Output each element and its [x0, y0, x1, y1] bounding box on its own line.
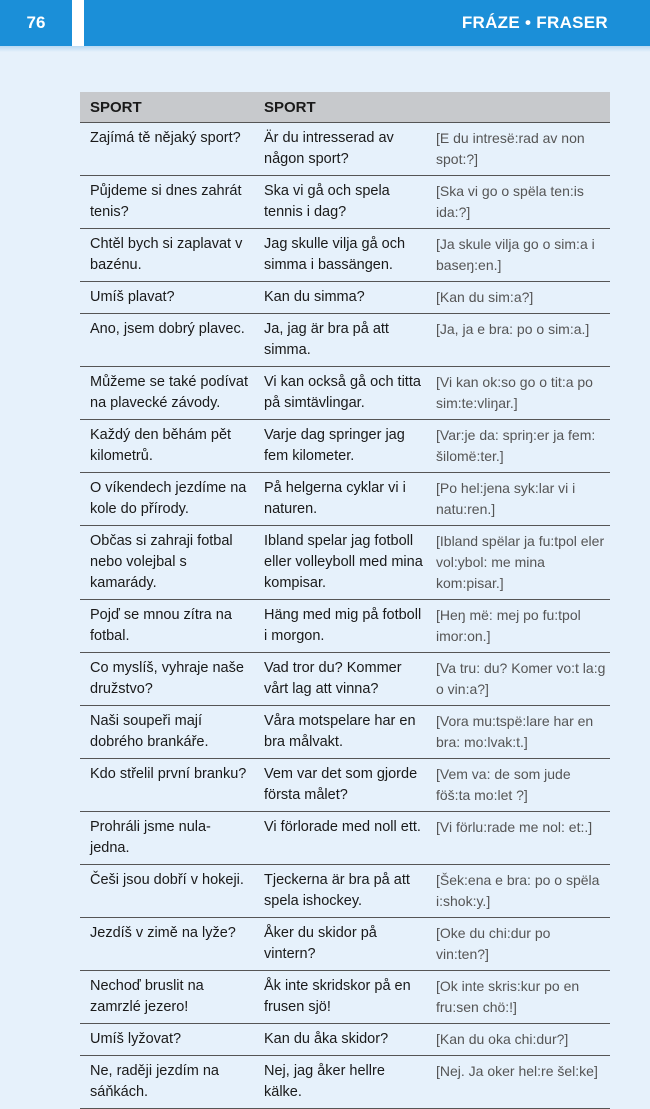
phrase-swedish: Kan du simma?: [254, 282, 430, 314]
phrase-pronunciation: [E du intresë:rad av non spot:?]: [430, 123, 610, 176]
table-row: [80, 123, 610, 176]
table-row: [80, 473, 610, 526]
table-row: [80, 176, 610, 229]
phrase-swedish: Åk inte skridskor på en frusen sjö!: [254, 971, 430, 1024]
table-header-row: [80, 92, 610, 123]
phrase-czech: Naši soupeři mají dobrého brankáře.: [80, 706, 254, 759]
phrase-swedish: Varje dag springer jag fem kilometer.: [254, 420, 430, 473]
phrase-swedish: Häng med mig på fotboll i morgon.: [254, 600, 430, 653]
table-row: [80, 282, 610, 314]
phrase-pronunciation: [Ja skule vilja go o sim:a i baseŋ:en.]: [430, 229, 610, 282]
column-header-swedish: SPORT: [254, 92, 430, 123]
phrase-czech: Češi jsou dobří v hokeji.: [80, 865, 254, 918]
phrase-pronunciation: [Ja, ja e bra: po o sim:a.]: [430, 314, 610, 367]
phrase-swedish: Tjeckerna är bra på att spela ishockey.: [254, 865, 430, 918]
table-row: [80, 971, 610, 1024]
phrase-czech: O víkendech jezdíme na kole do přírody.: [80, 473, 254, 526]
table-row: [80, 1056, 610, 1109]
page-number: 76: [26, 13, 46, 32]
phrase-pronunciation: [Vi förlu:rade me nol: et:.]: [430, 812, 610, 865]
phrase-czech: Kdo střelil první branku?: [80, 759, 254, 812]
table-row: [80, 229, 610, 282]
header-divider: [72, 0, 84, 52]
phrase-pronunciation: [Nej. Ja oker hel:re šel:ke]: [430, 1056, 610, 1109]
phrase-pronunciation: [Po hel:jena syk:lar vi i natu:ren.]: [430, 473, 610, 526]
phrase-pronunciation: [Ska vi go o spëla ten:is ida:?]: [430, 176, 610, 229]
phrase-swedish: Kan du åka skidor?: [254, 1024, 430, 1056]
phrase-czech: Chtěl bych si zaplavat v bazénu.: [80, 229, 254, 282]
header-stripe: [0, 46, 650, 52]
table-row: [80, 759, 610, 812]
phrase-czech: Pojď se mnou zítra na fotbal.: [80, 600, 254, 653]
phrase-pronunciation: [Vi kan ok:so go o tit:a po sim:te:vliŋar.]: [430, 367, 610, 420]
phrase-swedish: Våra motspelare har en bra målvakt.: [254, 706, 430, 759]
phrase-pronunciation: [Kan du oka chi:dur?]: [430, 1024, 610, 1056]
phrase-czech: Prohráli jsme nula-jedna.: [80, 812, 254, 865]
phrase-czech: Můžeme se také podívat na plavecké závody.: [80, 367, 254, 420]
phrase-czech: Nechoď bruslit na zamrzlé jezero!: [80, 971, 254, 1024]
phrase-swedish: Är du intresserad av någon sport?: [254, 123, 430, 176]
column-header-pronunciation: [430, 92, 610, 123]
phrase-pronunciation: [Vora mu:tspë:lare har en bra: mo:lvak:t.]: [430, 706, 610, 759]
phrase-swedish: Vi förlorade med noll ett.: [254, 812, 430, 865]
phrase-czech: Co myslíš, vyhraje naše družstvo?: [80, 653, 254, 706]
phrase-czech: Zajímá tě nějaký sport?: [80, 123, 254, 176]
phrase-czech: Ne, raději jezdím na sáňkách.: [80, 1056, 254, 1109]
phrase-pronunciation: [Kan du sim:a?]: [430, 282, 610, 314]
phrase-swedish: Nej, jag åker hellre kälke.: [254, 1056, 430, 1109]
phrase-table-container: [80, 92, 610, 1109]
table-row: [80, 865, 610, 918]
phrase-czech: Občas si zahraji fotbal nebo volejbal s kamarády.: [80, 526, 254, 600]
table-row: [80, 600, 610, 653]
table-row: [80, 706, 610, 759]
phrase-pronunciation: [Oke du chi:dur po vin:ten?]: [430, 918, 610, 971]
phrase-swedish: Ibland spelar jag fotboll eller volleyboll med mina kompisar.: [254, 526, 430, 600]
table-row: [80, 367, 610, 420]
phrase-swedish: Åker du skidor på vintern?: [254, 918, 430, 971]
phrase-czech: Umíš lyžovat?: [80, 1024, 254, 1056]
phrase-swedish: Ska vi gå och spela tennis i dag?: [254, 176, 430, 229]
table-row: [80, 1024, 610, 1056]
phrase-pronunciation: [Vem va: de som jude föš:ta mo:let ?]: [430, 759, 610, 812]
phrase-swedish: Ja, jag är bra på att simma.: [254, 314, 430, 367]
table-row: [80, 314, 610, 367]
phrase-swedish: På helgerna cyklar vi i naturen.: [254, 473, 430, 526]
table-row: [80, 812, 610, 865]
section-title: FRÁZE • FRASER: [461, 13, 608, 32]
phrase-pronunciation: [Šek:ena e bra: po o spëla i:shok:y.]: [430, 865, 610, 918]
phrase-swedish: Jag skulle vilja gå och simma i bassängen.: [254, 229, 430, 282]
phrase-pronunciation: [Va tru: du? Komer vo:t la:g o vin:a?]: [430, 653, 610, 706]
phrase-czech: Ano, jsem dobrý plavec.: [80, 314, 254, 367]
phrase-swedish: Vi kan också gå och titta på simtävlingar.: [254, 367, 430, 420]
phrase-czech: Jezdíš v zimě na lyže?: [80, 918, 254, 971]
table-row: [80, 420, 610, 473]
phrase-pronunciation: [Var:je da: spriŋ:er ja fem: šilomë:ter.]: [430, 420, 610, 473]
page-number-block: [0, 0, 72, 46]
phrase-swedish: Vad tror du? Kommer vårt lag att vinna?: [254, 653, 430, 706]
phrase-table: [80, 92, 610, 1109]
phrase-czech: Půjdeme si dnes zahrát tenis?: [80, 176, 254, 229]
phrase-pronunciation: [Heŋ më: mej po fu:tpol imor:on.]: [430, 600, 610, 653]
phrase-czech: Každý den běhám pět kilometrů.: [80, 420, 254, 473]
column-header-czech: SPORT: [80, 92, 254, 123]
table-row: [80, 526, 610, 600]
table-row: [80, 918, 610, 971]
phrase-swedish: Vem var det som gjorde första målet?: [254, 759, 430, 812]
phrase-pronunciation: [Ok inte skris:kur po en fru:sen chö:!]: [430, 971, 610, 1024]
table-row: [80, 653, 610, 706]
phrase-pronunciation: [Ibland spëlar ja fu:tpol eler vol:ybol: me mina kom:pisar.]: [430, 526, 610, 600]
phrase-czech: Umíš plavat?: [80, 282, 254, 314]
